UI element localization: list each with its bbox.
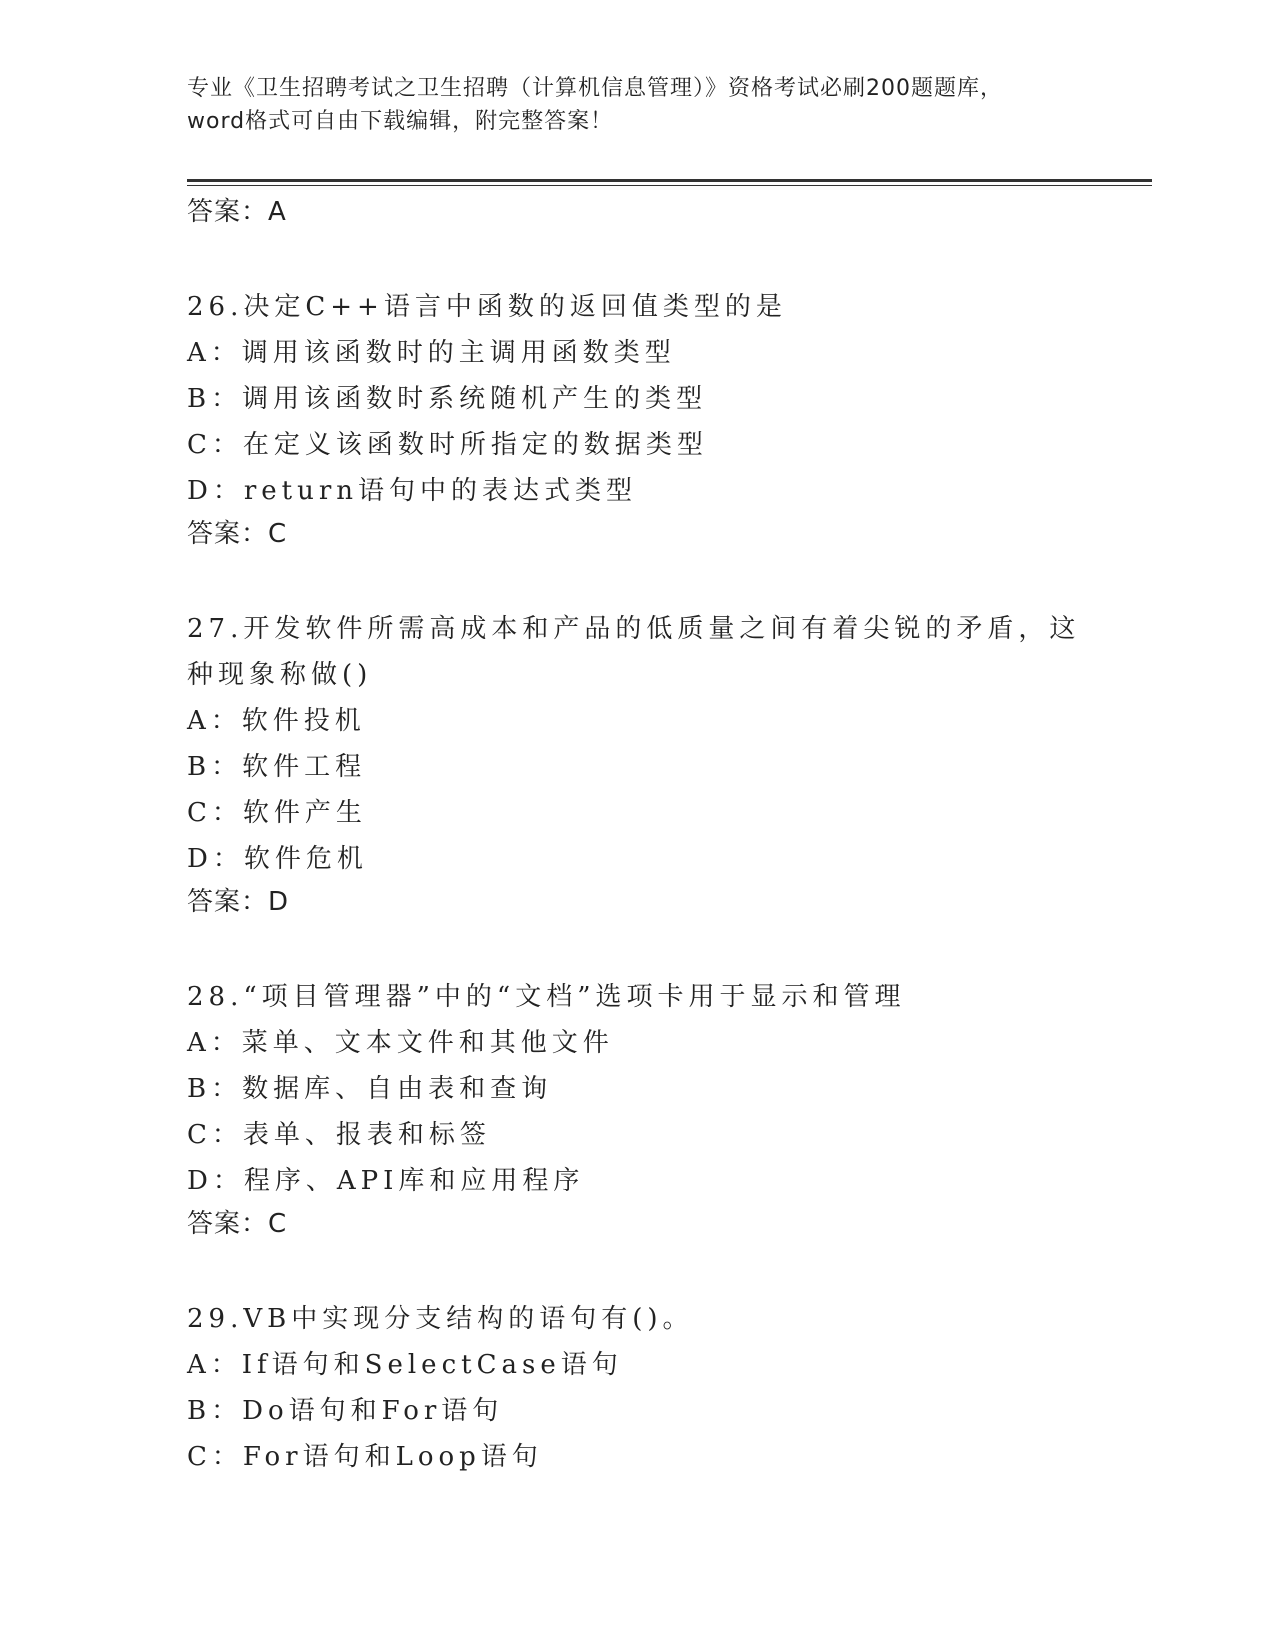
header-line-2: word格式可自由下载编辑，附完整答案！ <box>187 109 614 134</box>
option-c: C：For语句和Loop语句 <box>187 1442 543 1472</box>
question-text: 26.决定C++语言中函数的返回值类型的是 <box>187 292 787 322</box>
question-29 <box>187 1296 1107 1480</box>
option-c: C：表单、报表和标签 <box>187 1120 491 1150</box>
question-text: 29.VB中实现分支结构的语句有()。 <box>187 1304 694 1334</box>
question-26 <box>187 284 1107 554</box>
option-b: B：调用该函数时系统随机产生的类型 <box>187 384 708 414</box>
option-a: A：软件投机 <box>187 706 366 736</box>
header-divider-thick <box>187 179 1152 182</box>
document-header <box>187 72 1067 138</box>
option-d: D：return语句中的表达式类型 <box>187 476 638 506</box>
option-d: D：程序、API库和应用程序 <box>187 1166 585 1196</box>
question-list <box>187 192 1107 1480</box>
option-d: D：软件危机 <box>187 844 368 874</box>
question-28 <box>187 974 1107 1244</box>
header-divider-thin <box>187 185 1152 186</box>
answer-28: 答案：C <box>187 1209 288 1239</box>
question-27 <box>187 606 1107 922</box>
option-a: A：If语句和SelectCase语句 <box>187 1350 623 1380</box>
answer-27: 答案：D <box>187 887 290 917</box>
header-line-1: 专业《卫生招聘考试之卫生招聘（计算机信息管理）》资格考试必刷200题题库， <box>187 76 1003 101</box>
question-text: 28.“项目管理器”中的“文档”选项卡用于显示和管理 <box>187 982 906 1012</box>
option-b: B：软件工程 <box>187 752 367 782</box>
option-a: A：菜单、文本文件和其他文件 <box>187 1028 614 1058</box>
option-c: C：在定义该函数时所指定的数据类型 <box>187 430 708 460</box>
option-c: C：软件产生 <box>187 798 367 828</box>
answer-25: 答案：A <box>187 197 287 227</box>
question-text: 27.开发软件所需高成本和产品的低质量之间有着尖锐的矛盾，这种现象称做() <box>187 614 1081 690</box>
option-b: B：Do语句和For语句 <box>187 1396 504 1426</box>
answer-26: 答案：C <box>187 519 288 549</box>
option-a: A：调用该函数时的主调用函数类型 <box>187 338 676 368</box>
option-b: B：数据库、自由表和查询 <box>187 1074 553 1104</box>
